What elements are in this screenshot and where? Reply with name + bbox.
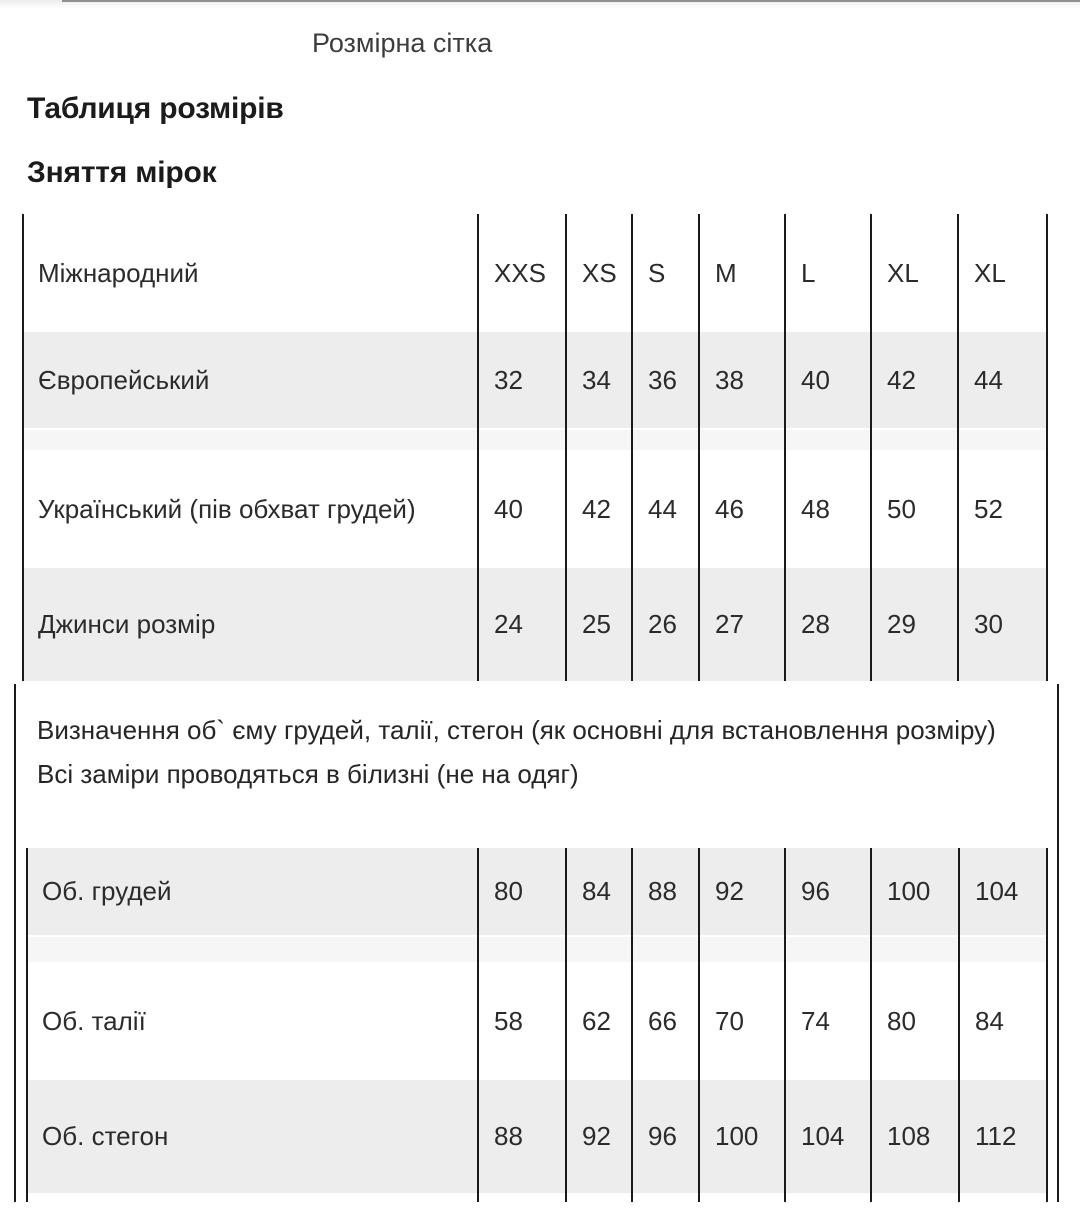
table-row [23, 332, 1047, 428]
size-value-cell: 29 [871, 568, 958, 681]
spacer-cell [566, 937, 632, 962]
spacer-cell [959, 1193, 1047, 1202]
table-row [23, 568, 1047, 681]
spacer-cell [871, 430, 958, 450]
size-value-cell: XXS [478, 214, 566, 332]
measure-value-cell: 104 [959, 848, 1047, 935]
measure-value-cell: 62 [566, 962, 632, 1080]
measure-value-cell: 104 [785, 1080, 871, 1193]
measure-value-cell: 112 [959, 1080, 1047, 1193]
spacer-cell [699, 430, 785, 450]
size-value-cell: M [699, 214, 785, 332]
spacer-cell [566, 1193, 632, 1202]
size-value-cell: XL [958, 214, 1047, 332]
table-row [27, 848, 1047, 935]
heading-size-table: Таблиця розмірів [27, 92, 284, 125]
row-label-cell: Джинси розмір [23, 568, 478, 681]
size-value-cell: 30 [958, 568, 1047, 681]
spacer-cell [478, 1193, 566, 1202]
measure-value-cell: 100 [871, 848, 959, 935]
spacer-cell [959, 937, 1047, 962]
spacer-cell [632, 1193, 699, 1202]
size-value-cell: 25 [566, 568, 632, 681]
measure-value-cell: 92 [699, 848, 785, 935]
size-table [22, 214, 1048, 681]
row-label-cell: Об. стегон [27, 1080, 478, 1193]
spacer-row [27, 1193, 1047, 1202]
measure-value-cell: 88 [478, 1080, 566, 1193]
table-row [23, 450, 1047, 568]
page-title: Розмірна сітка [312, 28, 493, 58]
measure-value-cell: 84 [959, 962, 1047, 1080]
size-value-cell: L [785, 214, 871, 332]
spacer-row [27, 937, 1047, 962]
spacer-cell [785, 430, 871, 450]
spacer-cell [699, 937, 785, 962]
size-value-cell: 36 [632, 332, 699, 428]
size-value-cell: 27 [699, 568, 785, 681]
row-label-cell: Об. грудей [27, 848, 478, 935]
measure-value-cell: 66 [632, 962, 699, 1080]
measure-value-cell: 80 [871, 962, 959, 1080]
spacer-cell [27, 1193, 478, 1202]
size-value-cell: 28 [785, 568, 871, 681]
measure-value-cell: 96 [632, 1080, 699, 1193]
size-value-cell: 24 [478, 568, 566, 681]
note-line: Визначення об` єму грудей, талії, стегон (як основні для встановлення розміру) [37, 715, 996, 745]
measurement-table [26, 848, 1048, 1202]
measure-value-cell: 58 [478, 962, 566, 1080]
spacer-cell [871, 937, 959, 962]
spacer-cell [478, 430, 566, 450]
size-value-cell: 42 [566, 450, 632, 568]
size-value-cell: 34 [566, 332, 632, 428]
spacer-cell [699, 1193, 785, 1202]
measure-value-cell: 92 [566, 1080, 632, 1193]
size-value-cell: 46 [699, 450, 785, 568]
measure-value-cell: 74 [785, 962, 871, 1080]
row-label-cell: Український (пів обхват грудей) [23, 450, 478, 568]
row-label-cell: Об. талії [27, 962, 478, 1080]
measure-value-cell: 70 [699, 962, 785, 1080]
spacer-cell [566, 430, 632, 450]
size-value-cell: 44 [632, 450, 699, 568]
spacer-cell [958, 430, 1047, 450]
size-value-cell: 32 [478, 332, 566, 428]
spacer-cell [478, 937, 566, 962]
measure-value-cell: 108 [871, 1080, 959, 1193]
top-edge-line [62, 0, 1080, 2]
table-row [23, 214, 1047, 332]
size-value-cell: 40 [478, 450, 566, 568]
measure-value-cell: 88 [632, 848, 699, 935]
table-row [27, 1080, 1047, 1193]
size-value-cell: 38 [699, 332, 785, 428]
size-value-cell: XL [871, 214, 958, 332]
size-value-cell: 52 [958, 450, 1047, 568]
table-row [27, 962, 1047, 1080]
size-value-cell: XS [566, 214, 632, 332]
row-label-cell: Європейський [23, 332, 478, 428]
size-value-cell: 40 [785, 332, 871, 428]
measure-value-cell: 80 [478, 848, 566, 935]
measure-value-cell: 100 [699, 1080, 785, 1193]
spacer-cell [785, 937, 871, 962]
spacer-row [23, 430, 1047, 450]
size-value-cell: 48 [785, 450, 871, 568]
spacer-cell [785, 1193, 871, 1202]
size-value-cell: 42 [871, 332, 958, 428]
spacer-cell [632, 430, 699, 450]
spacer-cell [632, 937, 699, 962]
measure-value-cell: 84 [566, 848, 632, 935]
note-line: Всі заміри проводяться в білизні (не на одяг) [37, 759, 579, 789]
size-value-cell: 50 [871, 450, 958, 568]
spacer-cell [871, 1193, 959, 1202]
spacer-cell [23, 430, 478, 450]
heading-measurements: Зняття мірок [27, 156, 217, 189]
measure-value-cell: 96 [785, 848, 871, 935]
size-value-cell: 44 [958, 332, 1047, 428]
row-label-cell: Міжнародний [23, 214, 478, 332]
spacer-cell [27, 937, 478, 962]
size-value-cell: 26 [632, 568, 699, 681]
size-value-cell: S [632, 214, 699, 332]
